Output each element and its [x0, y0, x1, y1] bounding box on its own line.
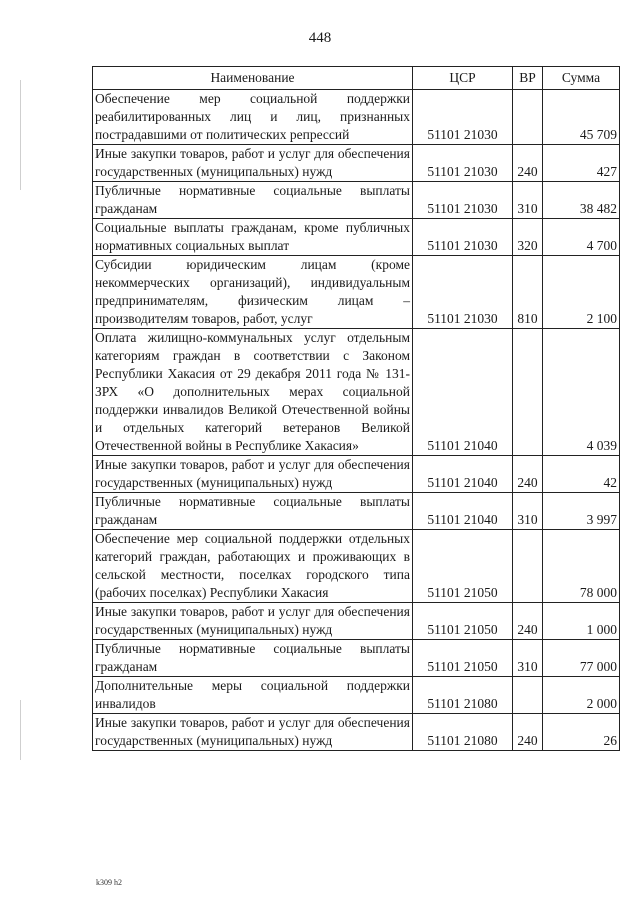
row-sum: 2 000: [543, 677, 620, 714]
page-number: 448: [308, 30, 332, 46]
row-name: Публичные нормативные социальные выплаты гражданам: [93, 640, 413, 677]
row-csr: 51101 21030: [413, 256, 513, 329]
row-sum: 78 000: [543, 530, 620, 603]
header-csr: ЦСР: [413, 67, 513, 90]
row-csr: 51101 21050: [413, 530, 513, 603]
row-sum: 77 000: [543, 640, 620, 677]
row-name: Оплата жилищно-коммунальных услуг отдельным категориям граждан в соответствии с Законом Республики Хакасия от 29 декабря 2011 года № 131-ЗРХ «О дополнительных мерах социальной поддержки инвалидов Великой Отечественной войны и отдельных категорий ветеранов Великой Отечественной войны в Республике Хакасия»: [93, 329, 413, 456]
table-row: [93, 493, 620, 530]
row-name: Иные закупки товаров, работ и услуг для обеспечения государственных (муниципальных) нужд: [93, 145, 413, 182]
table-header-row: [93, 67, 620, 90]
row-name: Иные закупки товаров, работ и услуг для обеспечения государственных (муниципальных) нужд: [93, 714, 413, 751]
table-row: [93, 456, 620, 493]
row-vr: 310: [513, 182, 543, 219]
row-vr: 310: [513, 493, 543, 530]
table-row: [93, 256, 620, 329]
budget-table: [92, 66, 620, 751]
row-vr: [513, 90, 543, 145]
row-csr: 51101 21080: [413, 714, 513, 751]
header-vr: ВР: [513, 67, 543, 90]
row-csr: 51101 21040: [413, 493, 513, 530]
row-csr: 51101 21080: [413, 677, 513, 714]
table-row: [93, 145, 620, 182]
row-sum: 45 709: [543, 90, 620, 145]
row-csr: 51101 21050: [413, 603, 513, 640]
table-row: [93, 603, 620, 640]
row-vr: [513, 329, 543, 456]
header-name: Наименование: [93, 67, 413, 90]
row-sum: 2 100: [543, 256, 620, 329]
row-sum: 26: [543, 714, 620, 751]
table-row: [93, 182, 620, 219]
row-sum: 3 997: [543, 493, 620, 530]
row-csr: 51101 21030: [413, 145, 513, 182]
row-csr: 51101 21030: [413, 219, 513, 256]
table-row: [93, 329, 620, 456]
row-name: Иные закупки товаров, работ и услуг для обеспечения государственных (муниципальных) нужд: [93, 603, 413, 640]
row-name: Обеспечение мер социальной поддержки отдельных категорий граждан, работающих и проживающих в сельской местности, поселках городского типа (рабочих поселках) Республики Хакасия: [93, 530, 413, 603]
row-csr: 51101 21040: [413, 456, 513, 493]
row-vr: 810: [513, 256, 543, 329]
table-row: [93, 530, 620, 603]
row-vr: 240: [513, 145, 543, 182]
row-sum: 1 000: [543, 603, 620, 640]
row-name: Публичные нормативные социальные выплаты гражданам: [93, 182, 413, 219]
row-vr: 240: [513, 714, 543, 751]
header-sum: Сумма: [543, 67, 620, 90]
row-name: Обеспечение мер социальной поддержки реабилитированных лиц и лиц, признанных пострадавшими от политических репрессий: [93, 90, 413, 145]
row-csr: 51101 21030: [413, 182, 513, 219]
footer-code: k309 h2: [96, 878, 122, 887]
row-vr: 240: [513, 456, 543, 493]
row-name: Иные закупки товаров, работ и услуг для обеспечения государственных (муниципальных) нужд: [93, 456, 413, 493]
row-name: Дополнительные меры социальной поддержки инвалидов: [93, 677, 413, 714]
row-csr: 51101 21050: [413, 640, 513, 677]
scan-margin-mark-top: [20, 80, 21, 190]
row-name: Публичные нормативные социальные выплаты гражданам: [93, 493, 413, 530]
row-vr: 320: [513, 219, 543, 256]
row-vr: 310: [513, 640, 543, 677]
row-sum: 4 700: [543, 219, 620, 256]
row-vr: [513, 530, 543, 603]
row-sum: 4 039: [543, 329, 620, 456]
row-sum: 42: [543, 456, 620, 493]
row-sum: 427: [543, 145, 620, 182]
table-row: [93, 714, 620, 751]
row-vr: 240: [513, 603, 543, 640]
table-row: [93, 219, 620, 256]
row-name: Социальные выплаты гражданам, кроме публичных нормативных социальных выплат: [93, 219, 413, 256]
row-sum: 38 482: [543, 182, 620, 219]
row-name: Субсидии юридическим лицам (кроме некоммерческих организаций), индивидуальным предпринимателям, физическим лицам – производителям товаров, работ, услуг: [93, 256, 413, 329]
table-row: [93, 640, 620, 677]
scan-margin-mark-bottom: [20, 700, 21, 760]
row-csr: 51101 21030: [413, 90, 513, 145]
table-row: [93, 677, 620, 714]
row-csr: 51101 21040: [413, 329, 513, 456]
row-vr: [513, 677, 543, 714]
table-row: [93, 90, 620, 145]
